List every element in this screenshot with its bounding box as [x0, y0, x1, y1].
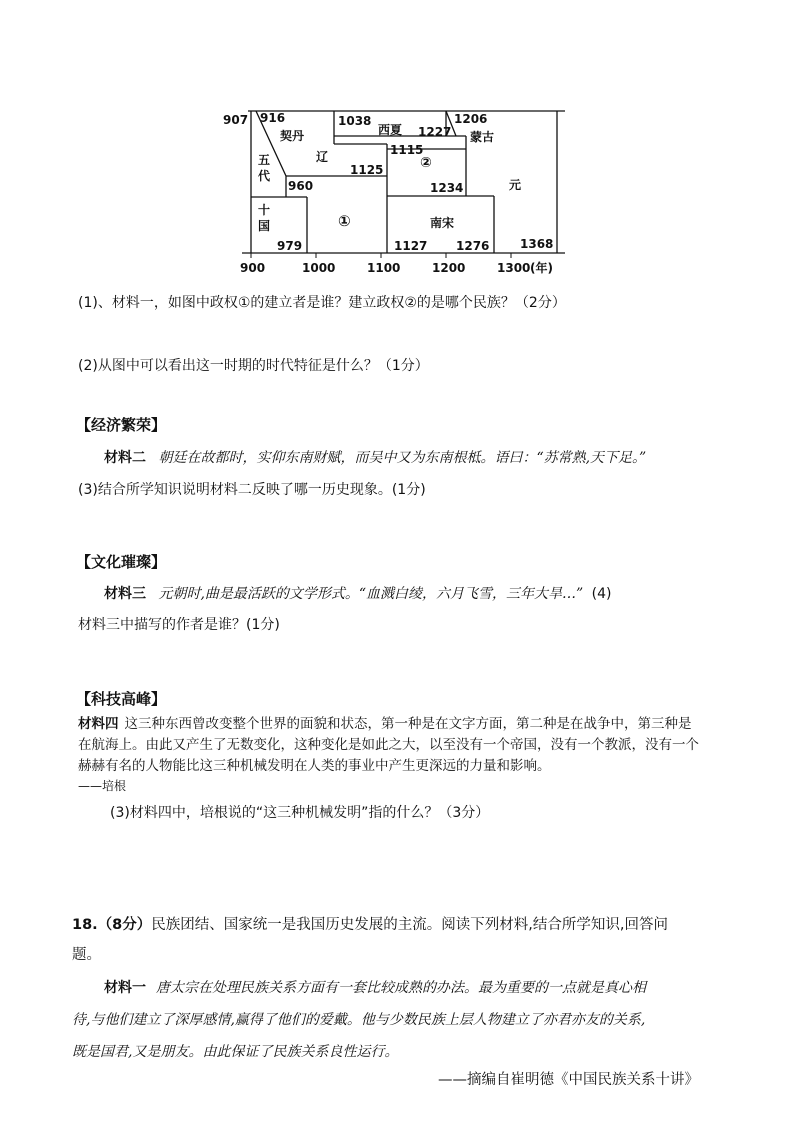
material-1-line: 唐太宗在处理民族关系方面有一套比较成熟的办法。最为重要的一点就是真心相 — [156, 980, 646, 996]
axis-tick: 1100 — [367, 261, 401, 275]
label-dai: 代 — [258, 169, 271, 183]
label-1368: 1368 — [520, 237, 554, 251]
question-18-line: 题。 — [72, 947, 101, 963]
question-18-line: 民族团结、国家统一是我国历史发展的主流。阅读下列材料,结合所学知识,回答问 — [151, 917, 668, 933]
material-3-tail: (4) — [591, 586, 612, 602]
label-1234: 1234 — [430, 181, 464, 195]
material-2 — [104, 448, 646, 468]
material-4-source: ——培根 — [78, 779, 127, 793]
section-culture: 【文化璀璨】 — [76, 553, 167, 571]
question-2: (2)从图中可以看出这一时期的时代特征是什么？（1分） — [78, 358, 429, 374]
label-shi: 十 — [258, 203, 271, 217]
label-1127: 1127 — [394, 239, 428, 253]
label-907: 907 — [223, 113, 249, 127]
material-4-line: 在航海上。由此又产生了无数变化，这种变化是如此之大，以至没有一个帝国，没有一个教派，没有一个 — [78, 737, 699, 753]
axis-tick: 900 — [240, 261, 266, 275]
axis-tick: 1200 — [432, 261, 466, 275]
label-guo: 国 — [258, 219, 271, 233]
material-2-label: 材料二 — [104, 450, 146, 466]
label-960: 960 — [288, 179, 314, 193]
label-916: 916 — [260, 111, 286, 125]
material-3-text: 元朝时,曲是最活跃的文学形式。“血溅白绫，六月飞雪，三年大旱…” — [158, 586, 584, 602]
label-1206: 1206 — [454, 112, 488, 126]
axis-tick: 1300 — [497, 261, 531, 275]
question-18-number: 18.（8分） — [72, 917, 152, 933]
label-1125: 1125 — [350, 163, 384, 177]
material-1 — [72, 972, 646, 1068]
label-979: 979 — [277, 239, 303, 253]
label-xixia: 西夏 — [378, 123, 403, 137]
material-4-line: 赫赫有名的人物能比这三种机械发明在人类的事业中产生更深远的力量和影响。 — [78, 758, 551, 774]
material-2-text: 朝廷在故都时，实仰东南财赋，而吴中又为东南根柢。语曰：“苏常熟,天下足。” — [158, 450, 647, 466]
label-1276: 1276 — [456, 239, 490, 253]
section-economy: 【经济繁荣】 — [76, 416, 167, 434]
section-tech: 【科技高峰】 — [76, 690, 167, 708]
timeline-chart — [220, 104, 580, 280]
label-yuan: 元 — [509, 178, 522, 192]
label-menggu: 蒙古 — [470, 130, 495, 144]
material-1-line: 待,与他们建立了深厚感情,赢得了他们的爱戴。他与少数民族上层人物建立了亦君亦友的关系, — [72, 1012, 646, 1028]
axis-unit: (年) — [530, 261, 553, 275]
label-wu: 五 — [258, 153, 271, 167]
label-circle1: ① — [338, 212, 351, 230]
question-1: (1)、材料一，如图中政权①的建立者是谁？建立政权②的是哪个民族？（2分） — [78, 295, 566, 311]
label-1227: 1227 — [418, 125, 452, 139]
label-circle2: ② — [420, 155, 432, 171]
axis-tick: 1000 — [302, 261, 336, 275]
material-1-line: 既是国君,又是朋友。由此保证了民族关系良性运行。 — [72, 1044, 399, 1060]
question-4: 材料三中描写的作者是谁？(1分) — [78, 617, 280, 633]
material-4-label: 材料四 — [78, 716, 119, 732]
material-3-label: 材料三 — [104, 586, 146, 602]
label-qidan: 契丹 — [280, 129, 305, 143]
material-1-source: ——摘编自崔明德《中国民族关系十讲》 — [438, 1072, 699, 1088]
material-4-line: 这三种东西曾改变整个世界的面貌和状态，第一种是在文字方面，第二种是在战争中，第三种是 — [124, 716, 692, 732]
question-3a: (3)结合所学知识说明材料二反映了哪一历史现象。(1分) — [78, 482, 426, 498]
material-3 — [104, 584, 612, 604]
question-18 — [72, 910, 668, 970]
label-1038: 1038 — [338, 114, 372, 128]
label-nansong: 南宋 — [430, 216, 455, 230]
question-3b: (3)材料四中，培根说的“这三种机械发明”指的什么？（3分） — [110, 805, 490, 821]
label-liao: 辽 — [316, 150, 329, 164]
material-1-label: 材料一 — [104, 980, 146, 996]
material-4 — [78, 714, 699, 795]
label-1115: 1115 — [390, 143, 424, 157]
